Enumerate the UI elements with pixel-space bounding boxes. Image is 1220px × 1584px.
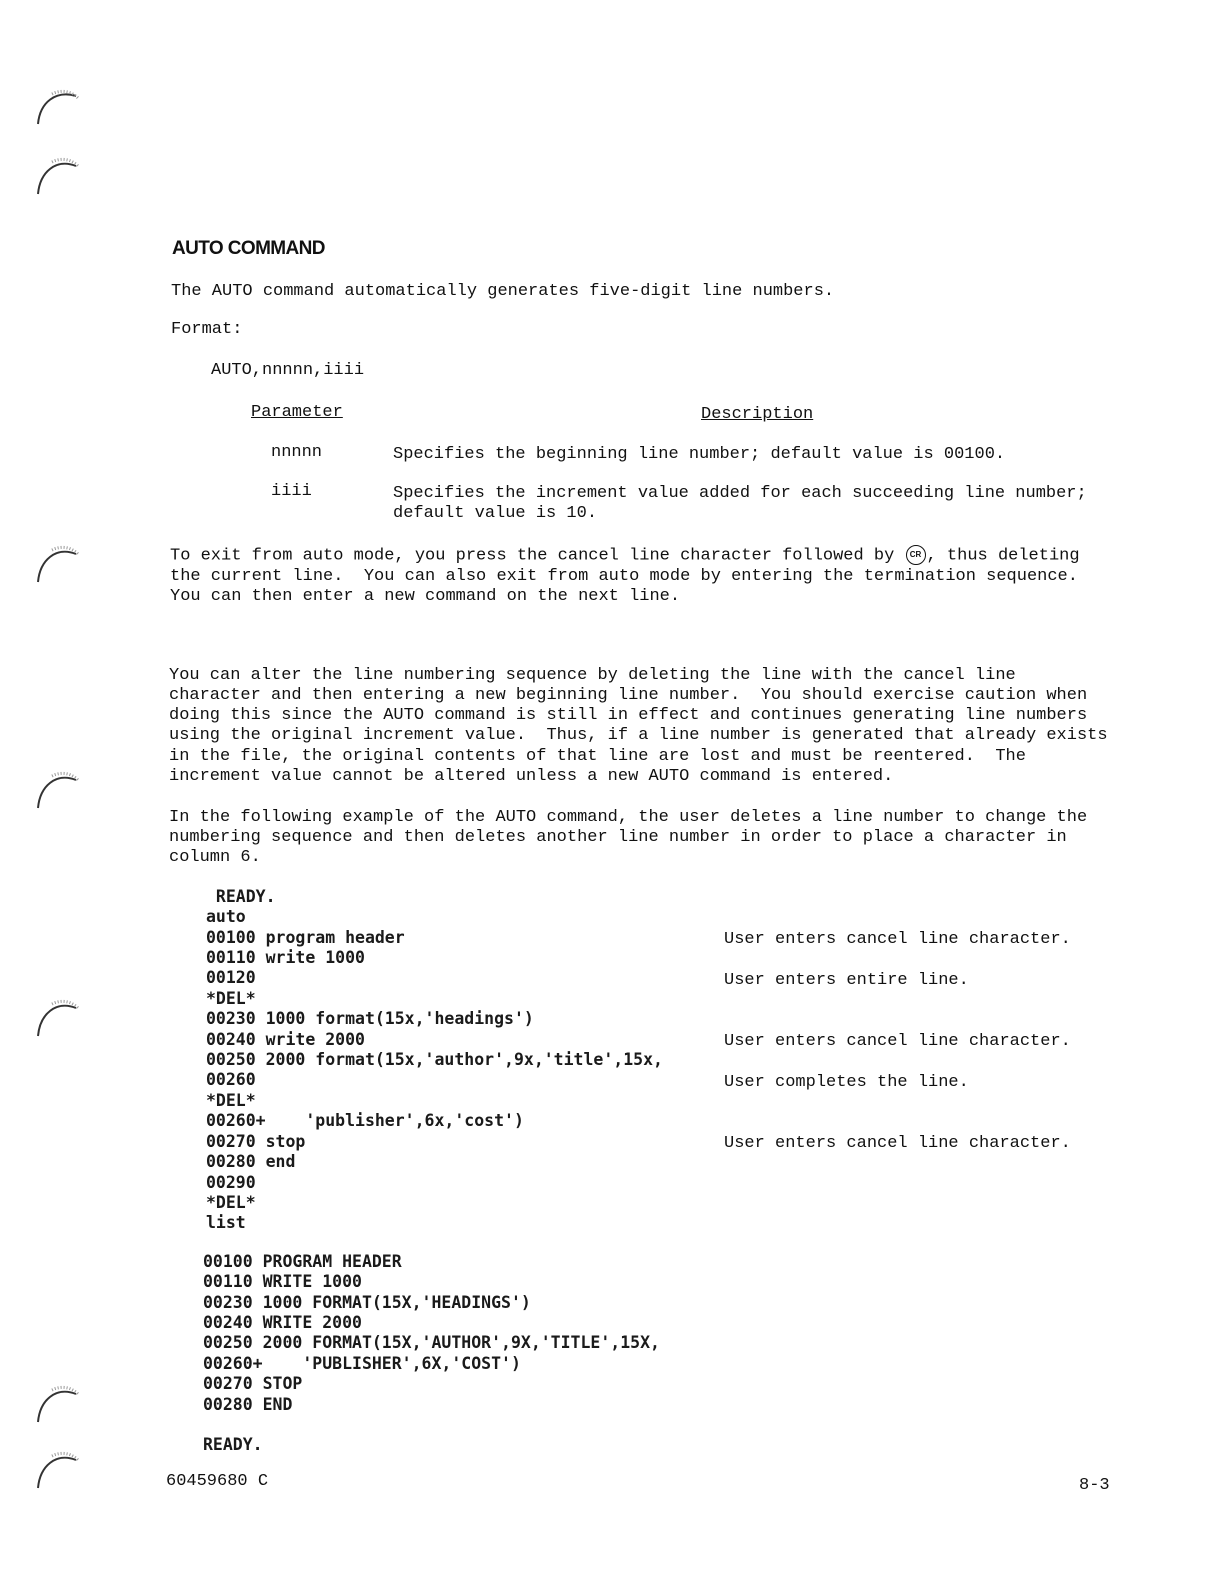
cr-key-icon: CR [906,545,926,565]
session-line: list [206,1213,246,1233]
exit-mode-paragraph: To exit from auto mode, you press the cancel line character followed by CR , thus deleting the current line. You can also exit from auto mode by entering the termination sequence. You can then enter a new command on the next line. [170,546,1080,607]
punch-hole-mark [34,84,82,144]
punch-hole-mark [34,1378,82,1438]
param-name: iiii [271,482,312,501]
punch-hole-mark [34,764,82,824]
listing-line: 00250 2000 FORMAT(15X,'AUTHOR',9X,'TITLE',15X, [203,1333,660,1353]
side-note: User enters cancel line character. [724,1032,1071,1051]
session-line: *DEL* [206,988,256,1008]
punch-hole-mark [34,538,82,598]
session-line: *DEL* [206,1090,256,1110]
listing-line: 00270 STOP [203,1374,303,1394]
punch-hole-mark [34,992,82,1052]
session-line: *DEL* [206,1192,256,1212]
document-number: 60459680 C [166,1472,269,1491]
example-intro-paragraph: In the following example of the AUTO command, the user deletes a line number to change the numbering sequence and then deletes another line number in order to place a character in column 6. [169,807,1088,868]
param-name: nnnnn [271,443,323,462]
parameter-column-header: Parameter [251,403,343,422]
session-line: 00260+ 'publisher',6x,'cost') [206,1111,524,1131]
listing-line: 00230 1000 FORMAT(15X,'HEADINGS') [203,1292,531,1312]
listing-output [203,1211,660,1476]
section-heading: AUTO COMMAND [172,238,325,259]
side-note: User enters cancel line character. [724,930,1071,949]
side-note: User completes the line. [724,1073,969,1092]
alter-sequence-paragraph: You can alter the line numbering sequence by deleting the line with the cancel line character and then entering a new beginning line number. You should exercise caution when doing this since the AUTO command is still in effect and continues generating line numbers using the original increment value. Thus, if a line number is generated that already exists in the file, the original contents of that line are lost and must be reentered. The increment value cannot be altered unless a new AUTO command is entered. [169,665,1108,787]
listing-line: 00280 END [203,1394,293,1414]
listing-line: 00240 WRITE 2000 [203,1313,362,1333]
session-line: 00230 1000 format(15x,'headings') [206,1009,534,1029]
side-note: User enters entire line. [724,971,969,990]
session-line: 00280 end [206,1152,296,1172]
session-line: 00100 program header [206,927,405,947]
listing-line: READY. [203,1435,263,1455]
format-label: Format: [171,320,243,339]
side-note: User enters cancel line character. [724,1134,1071,1153]
terminal-session [206,846,663,1254]
page-number: 8-3 [1079,1476,1110,1495]
session-line: 00240 write 2000 [206,1029,365,1049]
session-line: 00250 2000 format(15x,'author',9x,'title',15x, [206,1050,663,1070]
listing-line: 00100 PROGRAM HEADER [203,1251,402,1271]
session-line: auto [206,907,246,927]
listing-line: 00110 WRITE 1000 [203,1272,362,1292]
session-line: READY. [206,886,276,906]
punch-hole-mark [34,150,82,210]
session-line: 00260 [206,1070,256,1090]
format-syntax: AUTO,nnnnn,iiii [211,361,365,380]
description-column-header: Description [701,405,814,424]
intro-text: The AUTO command automatically generates five-digit line numbers. [171,282,835,301]
param-description: Specifies the beginning line number; default value is 00100. [393,445,1006,464]
session-line: 00110 write 1000 [206,948,365,968]
session-line: 00270 stop [206,1131,306,1151]
punch-hole-mark [34,1444,82,1504]
session-line: 00120 [206,968,256,988]
param-description: Specifies the increment value added for each succeeding line number; default value is 10. [393,484,1087,524]
session-line: 00290 [206,1172,256,1192]
listing-line: 00260+ 'PUBLISHER',6X,'COST') [203,1353,521,1373]
listing-line [203,1415,660,1435]
